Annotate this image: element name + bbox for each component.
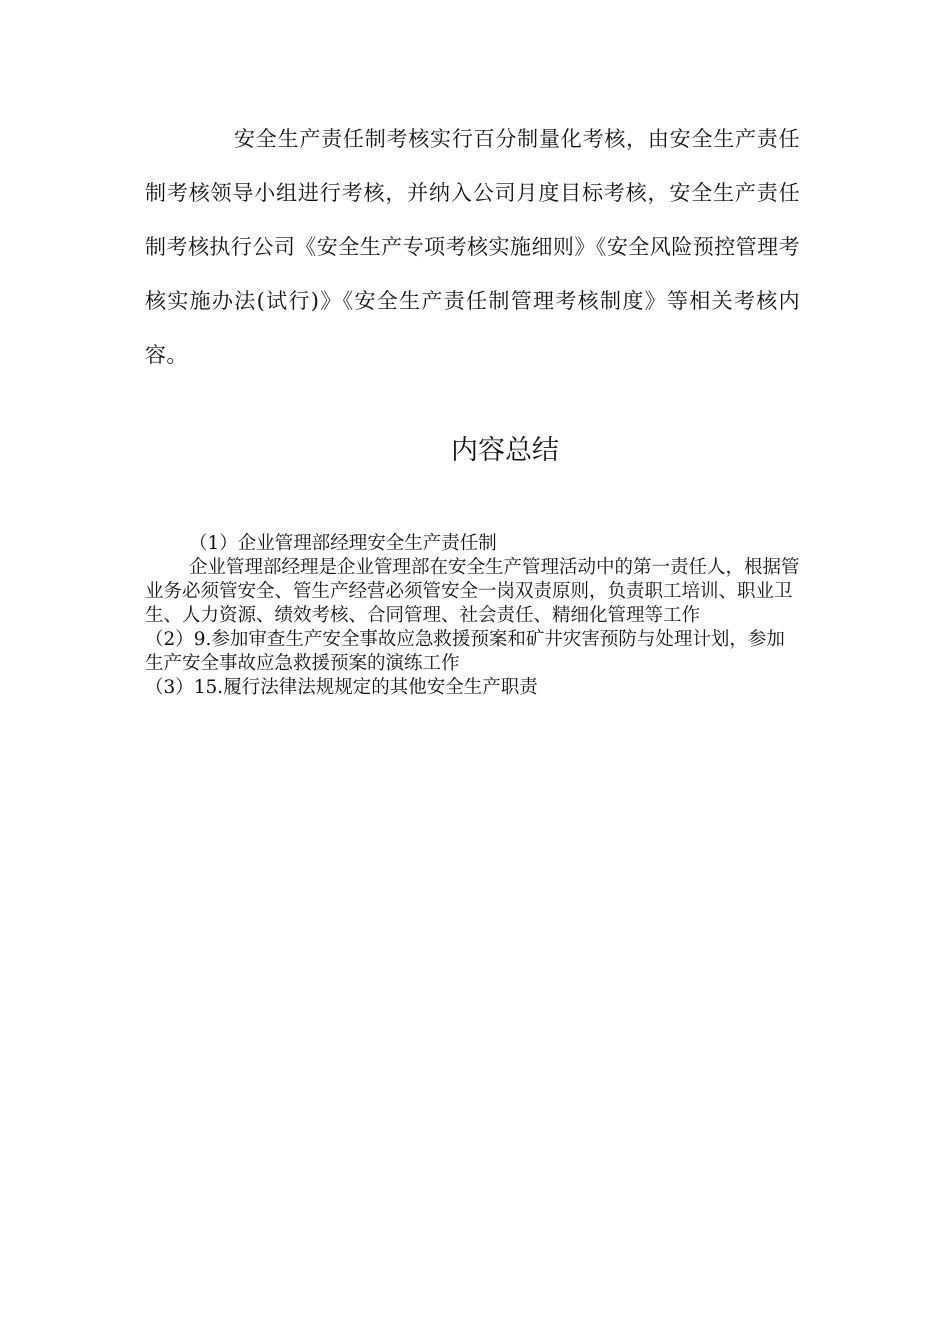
intro-paragraph: 安全生产责任制考核实行百分制量化考核，由安全生产责任制考核领导小组进行考核，并纳入公司月度目标考核，安全生产责任制考核执行公司《安全生产专项考核实施细则》《安全风险预控管理考核实施办法(试行)》《安全生产责任制管理考核制度》等相关考核内容。 xyxy=(145,127,800,367)
summary-title: 内容总结 xyxy=(451,435,559,466)
summary-item-3: （3）15.履行法律法规规定的其他安全生产职责 xyxy=(145,677,538,698)
summary-section xyxy=(145,532,800,700)
summary-item-1-body: 企业管理部经理是企业管理部在安全生产管理活动中的第一责任人，根据管业务必须管安全、管生产经营必须管安全一岗双责原则，负责职工培训、职业卫生、人力资源、绩效考核、合同管理、社会责任、精细化管理等工作 xyxy=(145,557,800,626)
summary-item-1-heading: （1）企业管理部经理安全生产责任制 xyxy=(189,533,497,554)
summary-item-2: （2）9.参加审查生产安全事故应急救援预案和矿井灾害预防与处理计划，参加生产安全事故应急救援预案的演练工作 xyxy=(145,629,785,674)
